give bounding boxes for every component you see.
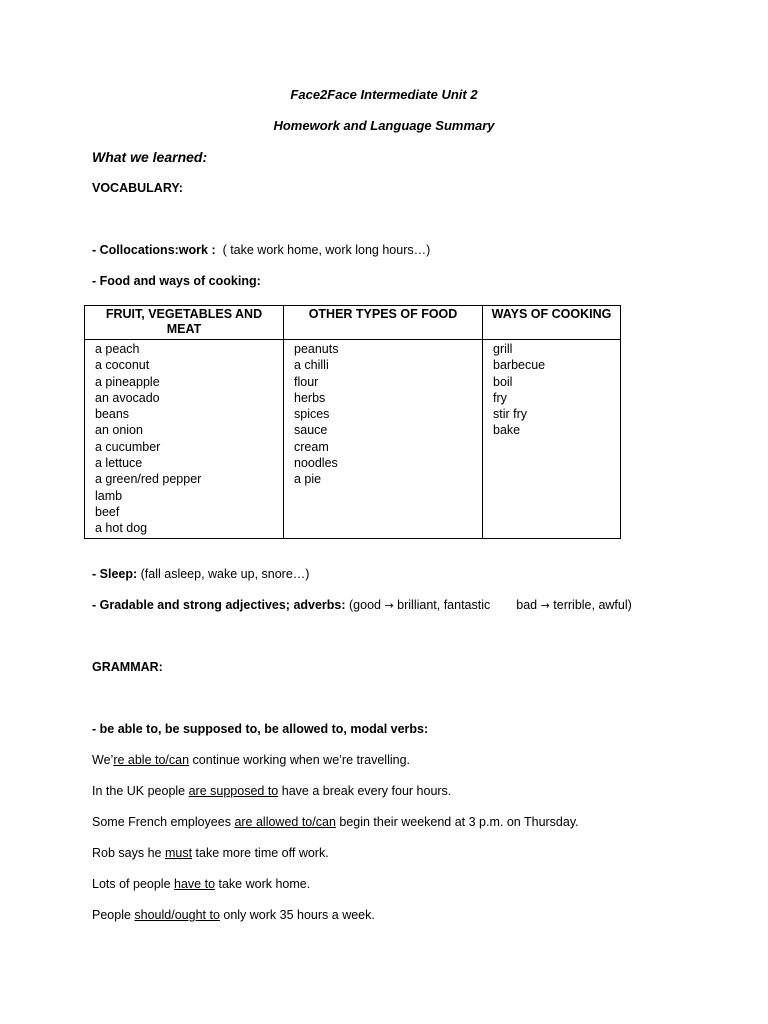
right-arrow-icon: → xyxy=(384,599,394,612)
sentence-text: continue working when we’re travelling. xyxy=(189,753,411,767)
table-header-other-food: OTHER TYPES OF FOOD xyxy=(284,306,483,340)
list-item: sauce xyxy=(294,423,328,438)
list-item: beef xyxy=(95,504,120,519)
example-sentence xyxy=(92,753,410,767)
adjectives-bad: bad xyxy=(516,598,541,612)
list-item: spices xyxy=(294,407,330,422)
adjectives-strong-good: brilliant, fantastic xyxy=(393,598,491,612)
list-item: flour xyxy=(294,374,319,389)
list-item: a hot dog xyxy=(95,521,148,536)
modal-phrase: are allowed to/can xyxy=(234,815,336,829)
list-item: a peach xyxy=(95,342,140,356)
list-item: noodles xyxy=(294,456,338,471)
sentence-text: begin their weekend at 3 p.m. on Thursday. xyxy=(335,815,579,829)
column-other-food xyxy=(284,340,483,539)
modal-verbs-heading: - be able to, be supposed to, be allowed to, modal verbs: xyxy=(92,722,429,736)
list-item: boil xyxy=(493,374,513,389)
list-item: fry xyxy=(493,390,507,405)
column-fruit-veg-meat xyxy=(85,340,284,539)
modal-phrase: re able to/can xyxy=(113,753,190,767)
list-item: cream xyxy=(294,439,329,454)
list-item: stir fry xyxy=(493,407,528,422)
grammar-heading: GRAMMAR: xyxy=(92,660,163,674)
list-item: peanuts xyxy=(294,342,339,356)
collocations-text: ( take work home, work long hours…) xyxy=(215,243,431,257)
sentence-text: We’ xyxy=(92,753,114,767)
list-item: beans xyxy=(95,407,130,422)
modal-phrase: are supposed to xyxy=(188,784,279,798)
list-item: a chilli xyxy=(294,358,329,373)
example-sentence xyxy=(92,815,579,829)
list-item: grill xyxy=(493,342,513,356)
sleep-text: (fall asleep, wake up, snore…) xyxy=(137,567,310,581)
list-item: an onion xyxy=(95,423,143,438)
list-item: a cucumber xyxy=(95,439,161,454)
vocabulary-heading: VOCABULARY: xyxy=(92,181,183,195)
list-item: lamb xyxy=(95,488,123,503)
adjectives-line xyxy=(92,598,632,612)
table-header-fruit-veg-meat: FRUIT, VEGETABLES AND MEAT xyxy=(85,306,284,340)
list-item: a pineapple xyxy=(95,374,160,389)
sentence-text: only work 35 hours a week. xyxy=(219,908,375,922)
sentence-text: People xyxy=(92,908,135,922)
table-body-row xyxy=(85,340,621,539)
sleep-line xyxy=(92,567,309,581)
sentence-text: Lots of people xyxy=(92,877,175,891)
sentence-text: have a break every four hours. xyxy=(278,784,452,798)
list-item: a coconut xyxy=(95,358,150,373)
example-sentence xyxy=(92,908,375,922)
collocations-label: - Collocations:work : xyxy=(92,243,216,257)
adjectives-label: - Gradable and strong adjectives; adverbs: xyxy=(92,598,346,612)
table-header-row xyxy=(85,306,621,340)
sleep-label: - Sleep: xyxy=(92,567,138,581)
column-ways-of-cooking xyxy=(483,340,621,539)
adjectives-strong-bad: terrible, awful) xyxy=(549,598,632,612)
list-item: a green/red pepper xyxy=(95,472,202,487)
modal-phrase: have to xyxy=(174,877,216,891)
food-table xyxy=(84,305,621,539)
example-sentence xyxy=(92,846,329,860)
list-item: barbecue xyxy=(493,358,546,373)
sentence-text: Rob says he xyxy=(92,846,165,860)
list-item: bake xyxy=(493,423,521,438)
table-header-ways-of-cooking: WAYS OF COOKING xyxy=(483,306,621,340)
example-sentence xyxy=(92,784,451,798)
list-item: herbs xyxy=(294,390,326,405)
collocations-line xyxy=(92,243,430,257)
sentence-text: In the UK people xyxy=(92,784,189,798)
page-subtitle: Homework and Language Summary xyxy=(273,118,495,133)
right-arrow-icon: → xyxy=(540,599,550,612)
modal-phrase: must xyxy=(164,846,193,860)
page-title: Face2Face Intermediate Unit 2 xyxy=(290,87,478,102)
list-item: a lettuce xyxy=(95,456,143,471)
sentence-text: take more time off work. xyxy=(192,846,329,860)
example-sentence xyxy=(92,877,310,891)
modal-phrase: should/ought to xyxy=(134,908,220,922)
what-we-learned-heading: What we learned: xyxy=(92,149,208,165)
list-item: an avocado xyxy=(95,390,160,405)
food-heading: - Food and ways of cooking: xyxy=(92,274,261,288)
sentence-text: take work home. xyxy=(215,877,311,891)
list-item: a pie xyxy=(294,472,322,487)
adjectives-good: (good xyxy=(345,598,385,612)
sentence-text: Some French employees xyxy=(92,815,235,829)
